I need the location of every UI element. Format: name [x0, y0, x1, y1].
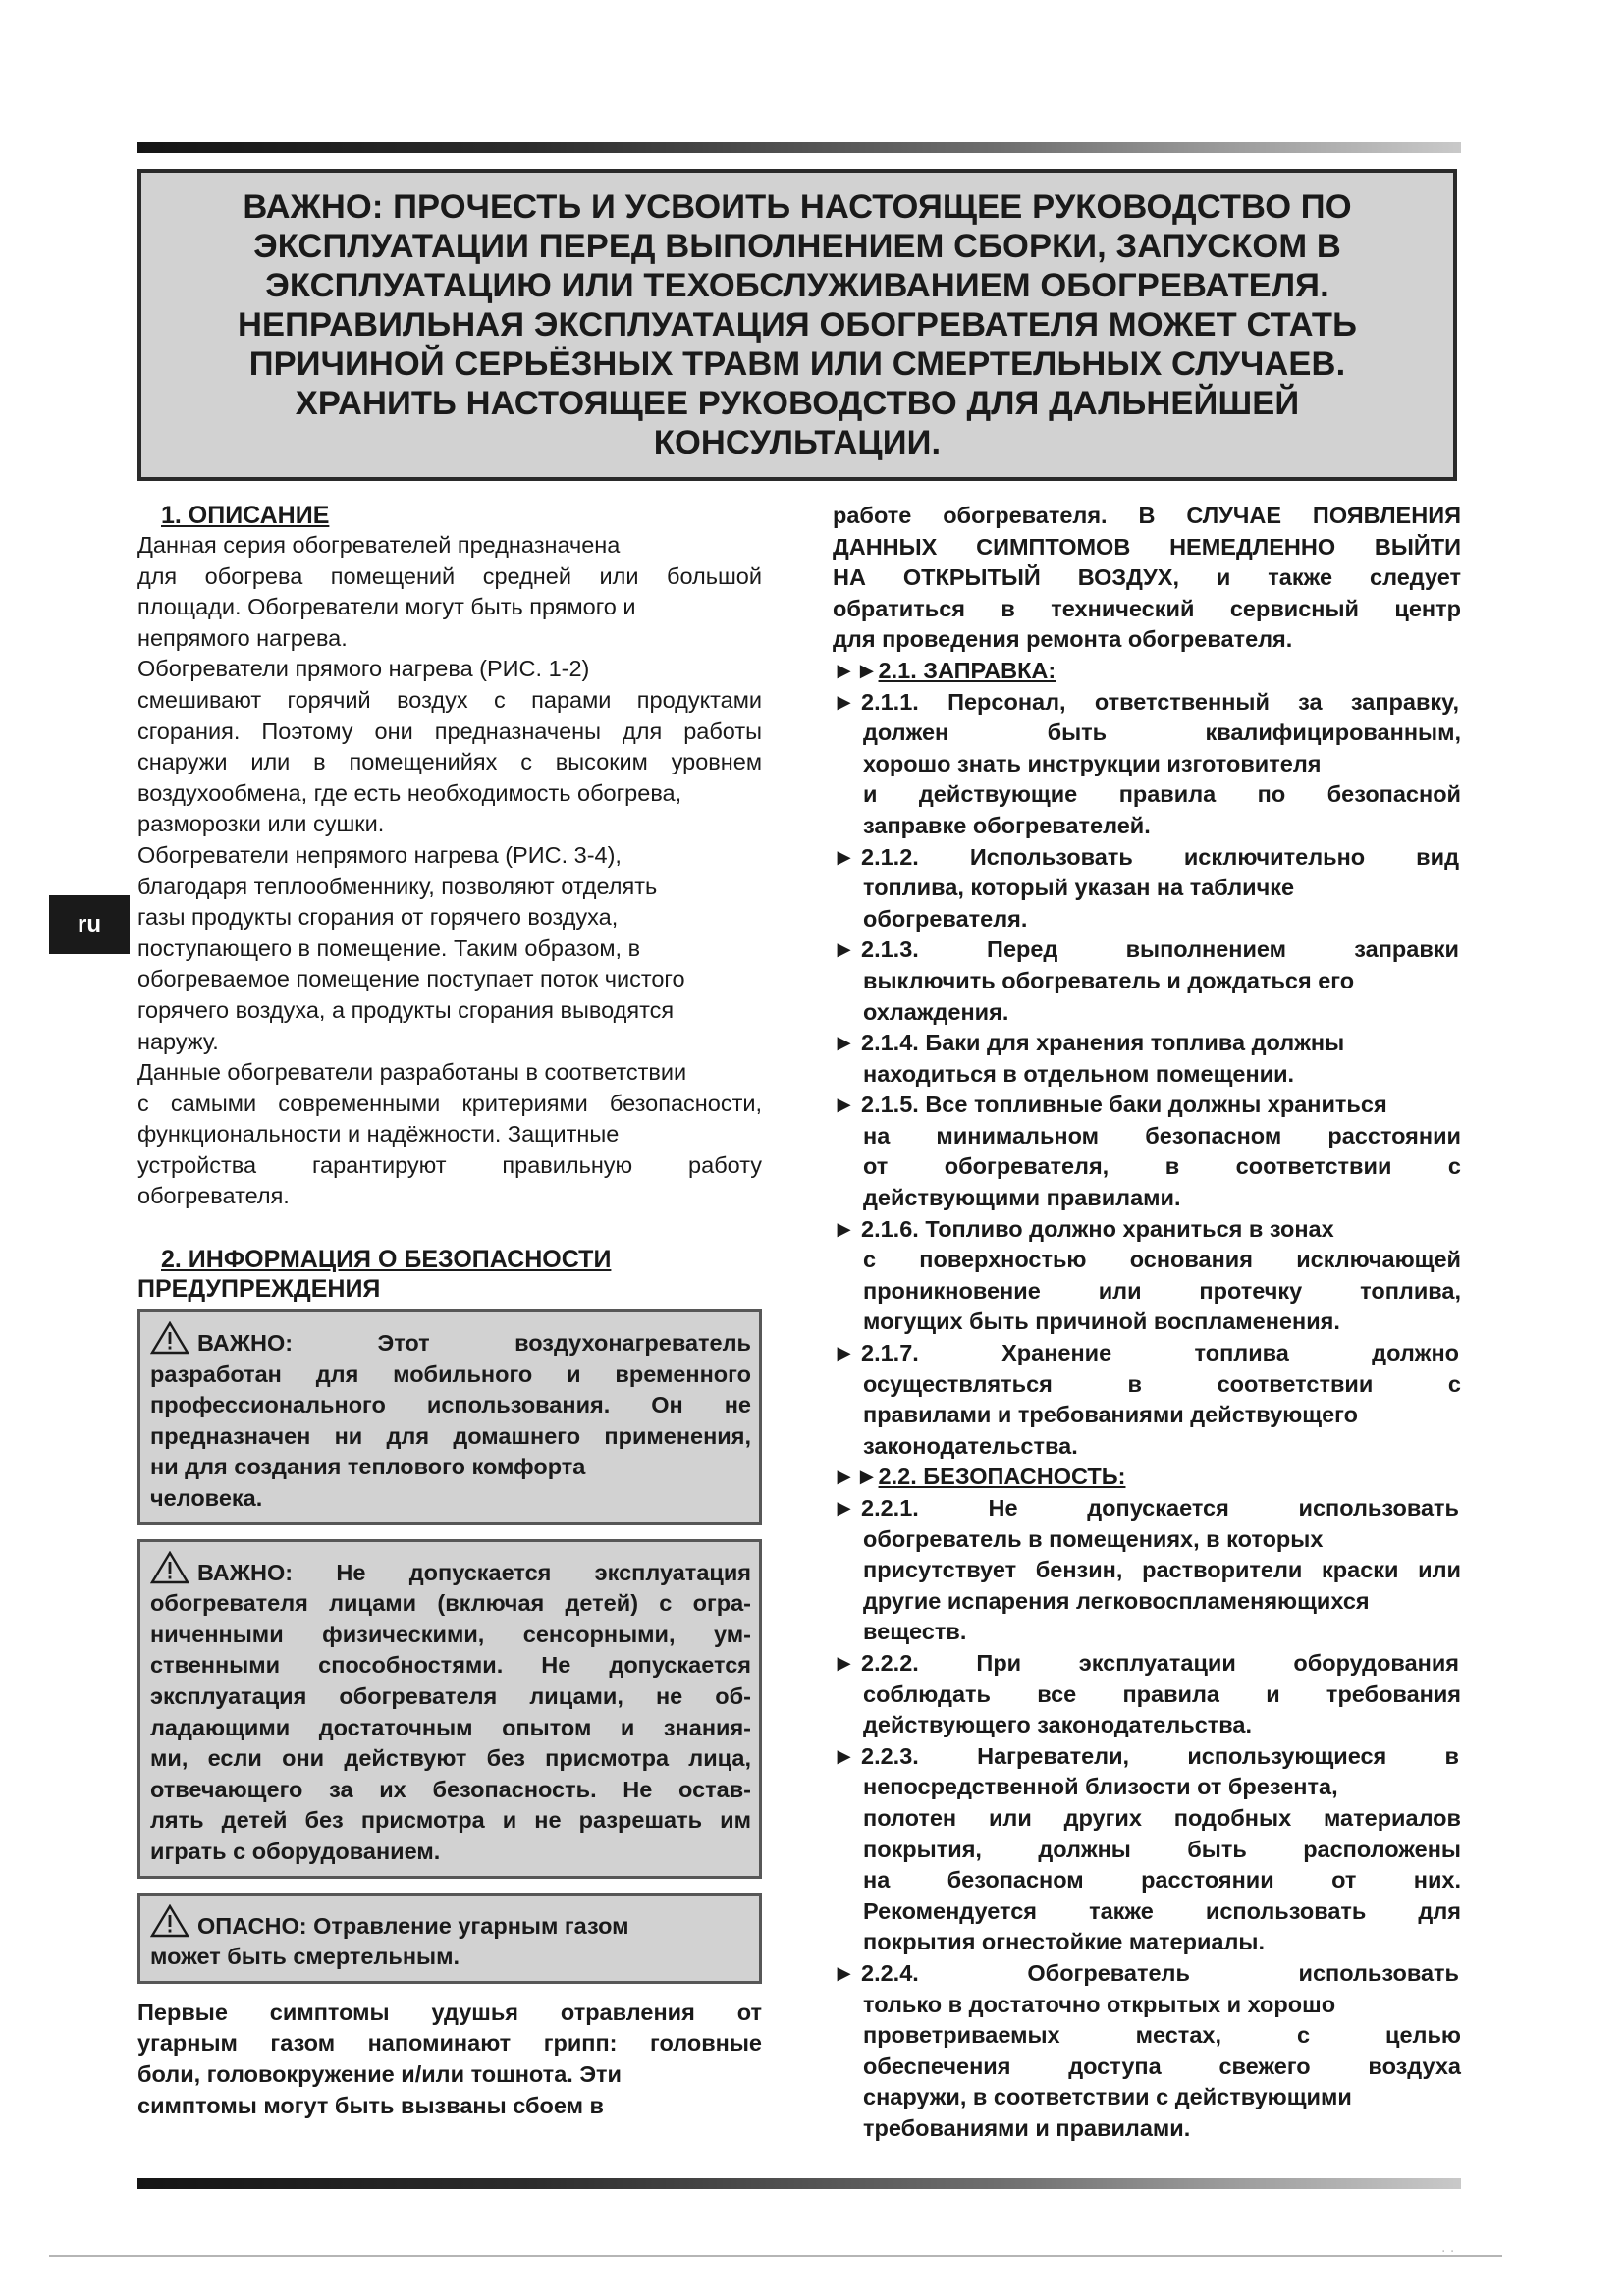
warning-line: ХРАНИТЬ НАСТОЯЩЕЕ РУКОВОДСТВО ДЛЯ ДАЛЬНЕЙШЕЙ: [295, 385, 1300, 422]
text-line: газы продукты сгорания от горячего воздуха,: [137, 904, 619, 931]
item-number: 2.2.4.: [861, 1959, 919, 1986]
item-text: Не допускается использовать: [988, 1495, 1459, 1521]
right-column: [833, 501, 1461, 2144]
text-line: НА ОТКРЫТЫЙ ВОЗДУХ, и также следует: [833, 564, 1461, 591]
text-line: воздухообмена, где есть необходимость обогрева,: [137, 779, 682, 806]
bullet-arrow-icon: ►: [833, 843, 856, 870]
item-first-line: [861, 1741, 1459, 1773]
subsection-title-text: 2.1. ЗАПРАВКА:: [878, 657, 1056, 683]
text-line: проникновение или протечку топлива,: [863, 1277, 1461, 1304]
text-line: полотен или других подобных материалов: [863, 1804, 1461, 1831]
text-line: выключить обогреватель и дождаться его: [863, 967, 1355, 993]
notice-box-persons: [137, 1539, 762, 1879]
text-line: веществ.: [863, 1619, 967, 1645]
text-line: Рекомендуется также использовать для: [863, 1897, 1461, 1924]
double-arrow-icon: ►►: [833, 657, 879, 683]
item-text: Использовать исключительно вид: [969, 843, 1459, 870]
section-1-title: 1. ОПИСАНИЕ: [161, 502, 330, 529]
text-line: правилами и требованиями действующего: [863, 1402, 1358, 1428]
item-text: Все топливные баки должны храниться: [925, 1092, 1387, 1118]
notice-text: ВАЖНО: Не допускается эксплуатация: [197, 1559, 751, 1585]
item-first-line: [861, 1090, 1459, 1121]
text-line: с самыми современными критериями безопасности,: [137, 1090, 762, 1116]
warning-triangle-icon: [150, 1321, 189, 1355]
numbered-item: [833, 1741, 1461, 1958]
text-line: площади. Обогреватели могут быть прямого и: [137, 594, 636, 620]
item-number: 2.1.3.: [861, 936, 919, 963]
item-number: 2.1.4.: [861, 1030, 919, 1056]
numbered-item: [833, 842, 1461, 935]
text-line: играть с оборудованием.: [150, 1838, 441, 1864]
text-line: работе обогревателя. В СЛУЧАЕ ПОЯВЛЕНИЯ: [833, 503, 1461, 528]
notice-text: ВАЖНО: Этот воздухонагреватель: [197, 1330, 751, 1357]
section-1-text: [137, 530, 762, 1212]
important-warning-box: [137, 169, 1457, 481]
text-line: симптомы могут быть вызваны сбоем в: [137, 2092, 604, 2118]
text-line: ниченными физическими, сенсорными, ум-: [150, 1621, 751, 1647]
text-line: непосредственной близости от брезента,: [863, 1774, 1338, 1800]
text-line: топлива, который указан на табличке: [863, 875, 1295, 901]
item-text: Баки для хранения топлива должны: [925, 1030, 1345, 1056]
item-number: 2.2.2.: [861, 1649, 919, 1676]
item-number: 2.1.2.: [861, 843, 919, 870]
text-line: только в достаточно открытых и хорошо: [863, 1991, 1336, 2017]
text-line: заправке обогревателей.: [863, 812, 1151, 838]
item-first-line: [861, 1958, 1459, 1990]
bullet-arrow-icon: ►: [833, 1030, 856, 1056]
bullet-arrow-icon: ►: [833, 1092, 856, 1118]
text-line: горячего воздуха, а продукты сгорания выводятся: [137, 996, 675, 1023]
warning-line: ЭКСПЛУАТАЦИЮ ИЛИ ТЕХОБСЛУЖИВАНИЕМ ОБОГРЕВАТЕЛЯ.: [265, 267, 1329, 304]
notice-box-mobile-use: [137, 1309, 762, 1525]
text-line: проветриваемых местах, с целью: [863, 2022, 1461, 2049]
symptoms-continuation: [833, 501, 1461, 656]
numbered-item: [833, 1214, 1461, 1338]
text-line: может быть смертельным.: [150, 1944, 460, 1970]
text-line: обогреватель в помещениях, в которых: [863, 1525, 1324, 1552]
item-text: Персонал, ответственный за заправку,: [947, 688, 1460, 715]
symptoms-paragraph: [137, 1998, 762, 2121]
item-number: 2.1.1.: [861, 688, 919, 715]
numbered-item: [833, 1090, 1461, 1213]
text-line: хорошо знать инструкции изготовителя: [863, 750, 1322, 776]
item-number: 2.2.3.: [861, 1742, 919, 1769]
text-line: на минимальном безопасном расстоянии: [863, 1122, 1461, 1148]
text-line: законодательства.: [863, 1432, 1078, 1459]
item-first-line: [861, 842, 1459, 874]
footer-rule: [49, 2255, 1502, 2257]
subsection-title-text: 2.2. БЕЗОПАСНОСТЬ:: [878, 1464, 1126, 1490]
bullet-arrow-icon: ►: [833, 1340, 856, 1366]
numbered-item: [833, 1958, 1461, 2145]
bottom-gradient-bar: [137, 2178, 1461, 2189]
text-line: действующего законодательства.: [863, 1712, 1253, 1738]
warning-line: НЕПРАВИЛЬНАЯ ЭКСПЛУАТАЦИЯ ОБОГРЕВАТЕЛЯ МОЖЕТ СТАТЬ: [238, 306, 1357, 344]
text-line: поступающего в помещение. Таким образом, в: [137, 934, 641, 961]
notice-box-danger-co: [137, 1893, 762, 1984]
item-text: Нагреватели, использующиеся в: [977, 1742, 1460, 1769]
text-line: осуществляться в соответствии с: [863, 1370, 1461, 1397]
text-line: ни для создания теплового комфорта: [150, 1454, 586, 1480]
text-line: наружу.: [137, 1028, 219, 1054]
item-first-line: [861, 1493, 1459, 1524]
subsection-refueling-title: [833, 656, 1461, 687]
text-line: требованиями и правилами.: [863, 2114, 1191, 2141]
text-line: [150, 1551, 751, 1589]
text-line: профессионального использования. Он не: [150, 1392, 751, 1418]
text-line: угарным газом напоминают грипп: головные: [137, 2030, 762, 2056]
item-text: При эксплуатации оборудования: [976, 1649, 1459, 1676]
text-line: снаружи или в помещенийях с высоким уровнем: [137, 749, 762, 775]
section-2-title: 2. ИНФОРМАЦИЯ О БЕЗОПАСНОСТИ: [161, 1246, 612, 1274]
text-line: разработан для мобильного и временного: [150, 1361, 751, 1387]
item-first-line: [861, 1214, 1459, 1246]
text-line: для проведения ремонта обогревателя.: [833, 626, 1293, 653]
text-line: Первые симптомы удушья отравления от: [137, 1999, 762, 2025]
bullet-arrow-icon: ►: [833, 1495, 856, 1521]
text-line: обогревателя лицами (включая детей) с огра-: [150, 1590, 751, 1617]
text-line: обеспечения доступа свежего воздуха: [863, 2053, 1461, 2079]
text-line: Данные обогреватели разработаны в соответствии: [137, 1059, 687, 1086]
item-number: 2.1.7.: [861, 1340, 919, 1366]
numbered-item: [833, 934, 1461, 1028]
item-number: 2.1.6.: [861, 1215, 919, 1242]
text-line: с поверхностью основания исключающей: [863, 1247, 1461, 1273]
item-first-line: [861, 934, 1459, 966]
text-line: смешивают горячий воздух с парами продуктами: [137, 686, 762, 713]
text-line: и действующие правила по безопасной: [863, 781, 1461, 808]
bullet-arrow-icon: ►: [833, 936, 856, 963]
warning-triangle-icon: [150, 1551, 189, 1584]
text-line: покрытия, должны быть расположены: [863, 1836, 1461, 1862]
numbered-item: [833, 1493, 1461, 1648]
text-line: устройства гарантируют правильную работу: [137, 1151, 762, 1178]
text-line: снаружи, в соответствии с действующими: [863, 2084, 1352, 2110]
bullet-arrow-icon: ►: [833, 1959, 856, 1986]
top-gradient-bar: [137, 142, 1461, 153]
text-line: благодаря теплообменнику, позволяют отделять: [137, 873, 658, 899]
text-line: отвечающего за их безопасность. Не остав-: [150, 1776, 751, 1802]
text-line: для обогрева помещений средней или большой: [137, 562, 762, 589]
text-line: от обогревателя, в соответствии с: [863, 1153, 1461, 1180]
numbered-item: [833, 1028, 1461, 1090]
text-line: человека.: [150, 1485, 263, 1512]
text-line: должен быть квалифицированным,: [863, 720, 1461, 746]
text-line: боли, головокружение и/или тошнота. Эти: [137, 2060, 622, 2087]
safety-items: [833, 1493, 1461, 2144]
text-line: другие испарения легковоспламеняющихся: [863, 1587, 1370, 1614]
text-line: обогревателя.: [137, 1183, 290, 1209]
warning-line: ЭКСПЛУАТАЦИИ ПЕРЕД ВЫПОЛНЕНИЕМ СБОРКИ, ЗАПУСКОМ В: [253, 228, 1341, 265]
text-line: охлаждения.: [863, 998, 1009, 1025]
text-line: эксплуатация обогревателя лицами, не об-: [150, 1683, 751, 1709]
item-text: Топливо должно храниться в зонах: [925, 1215, 1334, 1242]
text-line: находиться в отдельном помещении.: [863, 1060, 1295, 1087]
item-first-line: [861, 1028, 1459, 1059]
item-text: Перед выполнением заправки: [987, 936, 1460, 963]
text-line: сгорания. Поэтому они предназначены для работы: [137, 718, 762, 744]
numbered-item: [833, 1338, 1461, 1462]
bullet-arrow-icon: ►: [833, 1215, 856, 1242]
text-line: присутствует бензин, растворители краски или: [863, 1557, 1461, 1583]
text-line: Данная серия обогревателей предназначена: [137, 532, 621, 558]
warning-line: ВАЖНО: ПРОЧЕСТЬ И УСВОИТЬ НАСТОЯЩЕЕ РУКОВОДСТВО ПО: [243, 188, 1352, 226]
text-line: обогревателя.: [863, 905, 1028, 932]
text-line: Обогреватели непрямого нагрева (РИС. 3-4),: [137, 841, 622, 868]
notice-text: ОПАСНО: Отравление угарным газом: [197, 1912, 629, 1939]
text-line: предназначен ни для домашнего применения,: [150, 1422, 751, 1449]
left-column: [137, 501, 762, 2121]
text-line: функциональности и надёжности. Защитные: [137, 1121, 620, 1148]
text-line: [150, 1904, 751, 1943]
text-line: действующими правилами.: [863, 1185, 1181, 1211]
warning-triangle-icon: [150, 1904, 189, 1938]
text-line: на безопасном расстоянии от них.: [863, 1867, 1461, 1894]
item-number: 2.1.5.: [861, 1092, 919, 1118]
text-line: ми, если они действуют без присмотра лица,: [150, 1745, 751, 1772]
numbered-item: [833, 687, 1461, 842]
text-line: покрытия огнестойкие материалы.: [863, 1929, 1266, 1955]
text-line: непрямого нагрева.: [137, 624, 348, 651]
text-line: ДАННЫХ СИМПТОМОВ НЕМЕДЛЕННО ВЫЙТИ: [833, 533, 1461, 560]
text-line: соблюдать все правила и требования: [863, 1681, 1461, 1707]
bullet-arrow-icon: ►: [833, 688, 856, 715]
double-arrow-icon: ►►: [833, 1464, 879, 1490]
language-tab: ru: [49, 895, 130, 954]
warning-line: ПРИЧИНОЙ СЕРЬЁЗНЫХ ТРАВМ ИЛИ СМЕРТЕЛЬНЫХ СЛУЧАЕВ.: [248, 346, 1346, 383]
bullet-arrow-icon: ►: [833, 1742, 856, 1769]
text-line: могущих быть причиной воспламенения.: [863, 1308, 1340, 1335]
numbered-item: [833, 1648, 1461, 1741]
item-text: Хранение топлива должно: [1001, 1340, 1459, 1366]
item-first-line: [861, 687, 1459, 719]
item-number: 2.2.1.: [861, 1495, 919, 1521]
text-line: лять детей без присмотра и не разрешать им: [150, 1807, 751, 1834]
refueling-items: [833, 687, 1461, 1463]
text-line: [150, 1321, 751, 1360]
item-first-line: [861, 1648, 1459, 1680]
item-first-line: [861, 1338, 1459, 1369]
text-line: ладающими достаточным опытом и знания-: [150, 1714, 751, 1740]
text-line: обратиться в технический сервисный центр: [833, 595, 1461, 621]
subsection-safety-title: [833, 1462, 1461, 1493]
text-line: разморозки или сушки.: [137, 811, 385, 837]
text-line: обогреваемое помещение поступает поток чистого: [137, 966, 685, 992]
warnings-subtitle: ПРЕДУПРЕЖДЕНИЯ: [137, 1275, 381, 1304]
item-text: Обогреватель использовать: [1027, 1959, 1459, 1986]
bullet-arrow-icon: ►: [833, 1649, 856, 1676]
text-line: ственными способностями. Не допускается: [150, 1652, 751, 1679]
page-mark: . .: [1441, 2239, 1455, 2256]
warning-line: КОНСУЛЬТАЦИИ.: [653, 424, 942, 461]
text-line: Обогреватели прямого нагрева (РИС. 1-2): [137, 656, 590, 682]
